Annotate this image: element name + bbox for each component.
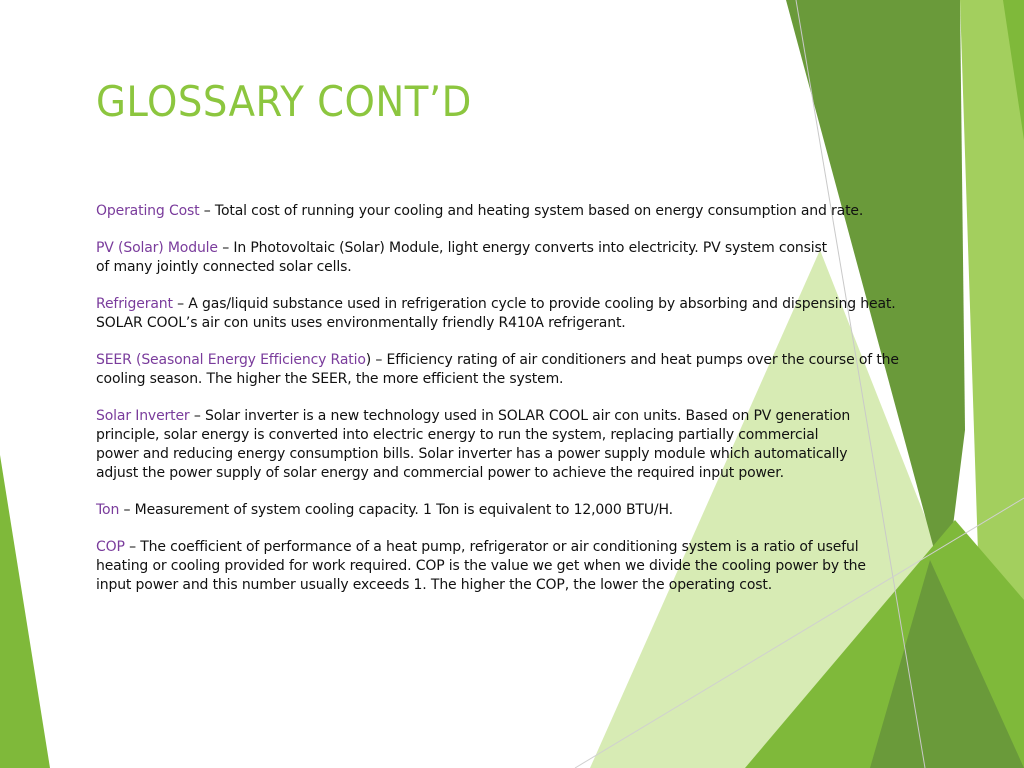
- glossary-entry-cop: [96, 538, 956, 595]
- term-cop: COP: [96, 539, 125, 555]
- definition-line: adjust the power supply of solar energy and commercial power to achieve the required input power.: [96, 465, 784, 481]
- definition-line: principle, solar energy is converted into electric energy to run the system, replacing partially commercial: [96, 427, 819, 443]
- glossary-entry-operating-cost: [96, 202, 956, 221]
- definition-line: – Solar inverter is a new technology used in SOLAR COOL air con units. Based on PV generation: [193, 408, 851, 424]
- definition-line: of many jointly connected solar cells.: [96, 259, 352, 275]
- glossary-entry-pv-module: [96, 239, 956, 277]
- term-solar-inverter: Solar Inverter: [96, 408, 190, 424]
- definition-line: heating or cooling provided for work required. COP is the value we get when we divide the cooling power by the: [96, 558, 866, 574]
- definition-line: – A gas/liquid substance used in refrigeration cycle to provide cooling by absorbing and dispensing heat.: [177, 296, 896, 312]
- term-pv-module: PV (Solar) Module: [96, 240, 218, 256]
- term-operating-cost: Operating Cost: [96, 203, 200, 219]
- definition-line: SOLAR COOL’s air con units uses environmentally friendly R410A refrigerant.: [96, 315, 626, 331]
- definition-line: cooling season. The higher the SEER, the more efficient the system.: [96, 371, 564, 387]
- glossary-list: [96, 202, 956, 613]
- definition-line: input power and this number usually exceeds 1. The higher the COP, the lower the operating cost.: [96, 577, 773, 593]
- glossary-entry-solar-inverter: [96, 407, 956, 483]
- definition-line: – The coefficient of performance of a heat pump, refrigerator or air conditioning system is a ratio of useful: [129, 539, 859, 555]
- term-refrigerant: Refrigerant: [96, 296, 173, 312]
- glossary-entry-refrigerant: [96, 295, 956, 333]
- definition-line: power and reducing energy consumption bills. Solar inverter has a power supply module which automatically: [96, 446, 848, 462]
- glossary-entry-ton: [96, 501, 956, 520]
- definition-line: – Total cost of running your cooling and heating system based on energy consumption and rate.: [203, 203, 864, 219]
- definition-line: ) – Efficiency rating of air conditioners and heat pumps over the course of the: [365, 352, 899, 368]
- definition-line: – Measurement of system cooling capacity. 1 Ton is equivalent to 12,000 BTU/H.: [123, 502, 673, 518]
- glossary-entry-seer: [96, 351, 956, 389]
- slide-title: GLOSSARY CONT’D: [96, 77, 472, 126]
- definition-line: – In Photovoltaic (Solar) Module, light energy converts into electricity. PV system consist: [222, 240, 827, 256]
- term-seer: SEER (Seasonal Energy Efficiency Ratio: [96, 352, 366, 368]
- term-ton: Ton: [96, 502, 120, 518]
- left-green-sliver: [0, 455, 50, 768]
